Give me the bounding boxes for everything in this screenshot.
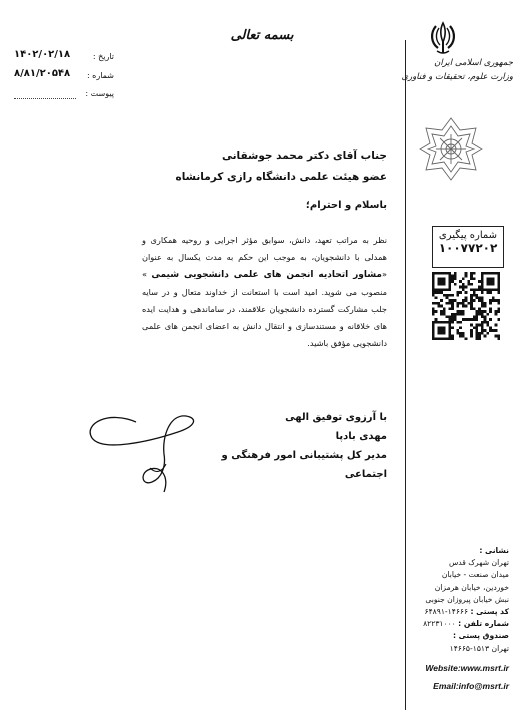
body-bold-title: مشاور اتحادیه انجمن های علمی دانشجویی شیمی [151,270,382,280]
body-text-2: » منصوب می شوید. امید است با استعانت از خداوند متعال و در سایه جلب مشارکت گسترده دانشجویان علاقمند، در ساماندهی و هدایت ایده های خلاقانه و مستندسازی و انتقال دانش به اعضای انجمن های علمی دانشجویی مؤفق باشید. [142,269,387,348]
attachment-row [14,89,114,101]
organization-name [393,56,513,84]
ornament-icon [418,116,484,182]
recipient-block [87,146,387,188]
handwritten-signature-icon [78,402,228,502]
address-line: نبش خیابان پیروزان جنوبی [425,594,509,604]
org-line-1: جمهوری اسلامی ایران [434,58,513,68]
org-line-2: وزارت علوم، تحقیقات و فناوری [401,72,513,82]
greeting: باسلام و احترام؛ [305,200,387,211]
footer-address [399,545,509,655]
number-row [14,68,114,83]
date-row [14,49,114,64]
date-value: ۱۴۰۲/۰۲/۱۸ [14,49,71,60]
pobox-value: تهران ۱۵۱۳-۱۴۶۶۵ [449,643,509,653]
address-line: تهران شهرک قدس [448,558,509,568]
signer-title: مدیر کل پشتیبانی امور فرهنگی و اجتماعی [221,450,387,480]
website-link[interactable]: Website:www.msrt.ir [425,663,509,673]
attachment-dots [14,98,76,99]
number-value: ۸/۸۱/۲۰۵۴۸ [14,68,71,79]
number-label: شماره : [86,71,114,80]
closing-text: با آرزوی توفیق الهی [285,412,387,423]
qr-code-icon [432,272,500,340]
iran-emblem-icon [426,20,460,56]
pobox-label: صندوق پستی : [452,631,509,641]
tracking-number: ۱۰۰۷۷۲۰۲ [438,241,498,255]
letter-body [142,232,387,352]
phone-row [399,618,509,630]
tracking-box [432,226,504,268]
address-line: خوردین، خیابان هرمزان [434,582,509,592]
phone-label: شماره تلفن : [458,619,509,629]
recipient-affiliation: عضو هیئت علمی دانشگاه رازی کرمانشاه [175,171,387,183]
attachment-label: پیوست : [85,89,114,98]
postal-label: کد پستی : [470,607,509,617]
postal-code-row [399,606,509,618]
phone-value: ۸۲۲۳۱۰۰۰ [423,619,456,629]
signer-name: مهدی بادپا [335,431,387,442]
body-text-1: نظر به مراتب تعهد، دانش، سوابق مؤثر اجرایی و روحیه همکاری و همدلی با دانشجویان، به موجب این حکم به مدت یکسال به عنوان « [142,235,387,279]
address-label: نشانی : [479,546,509,555]
basmala: بسمه تعالی [230,28,294,43]
recipient-name: جناب آقای دکتر محمد جوشقانی [221,150,387,162]
tracking-label: شماره پیگیری [438,230,498,241]
email-link[interactable]: Email:info@msrt.ir [433,681,509,691]
postal-value: ۱۴۶۶۶-۶۴۸۹۱ [424,607,469,617]
address-line: میدان صنعت - خیابان [441,570,509,580]
date-label: تاریخ : [92,52,114,61]
